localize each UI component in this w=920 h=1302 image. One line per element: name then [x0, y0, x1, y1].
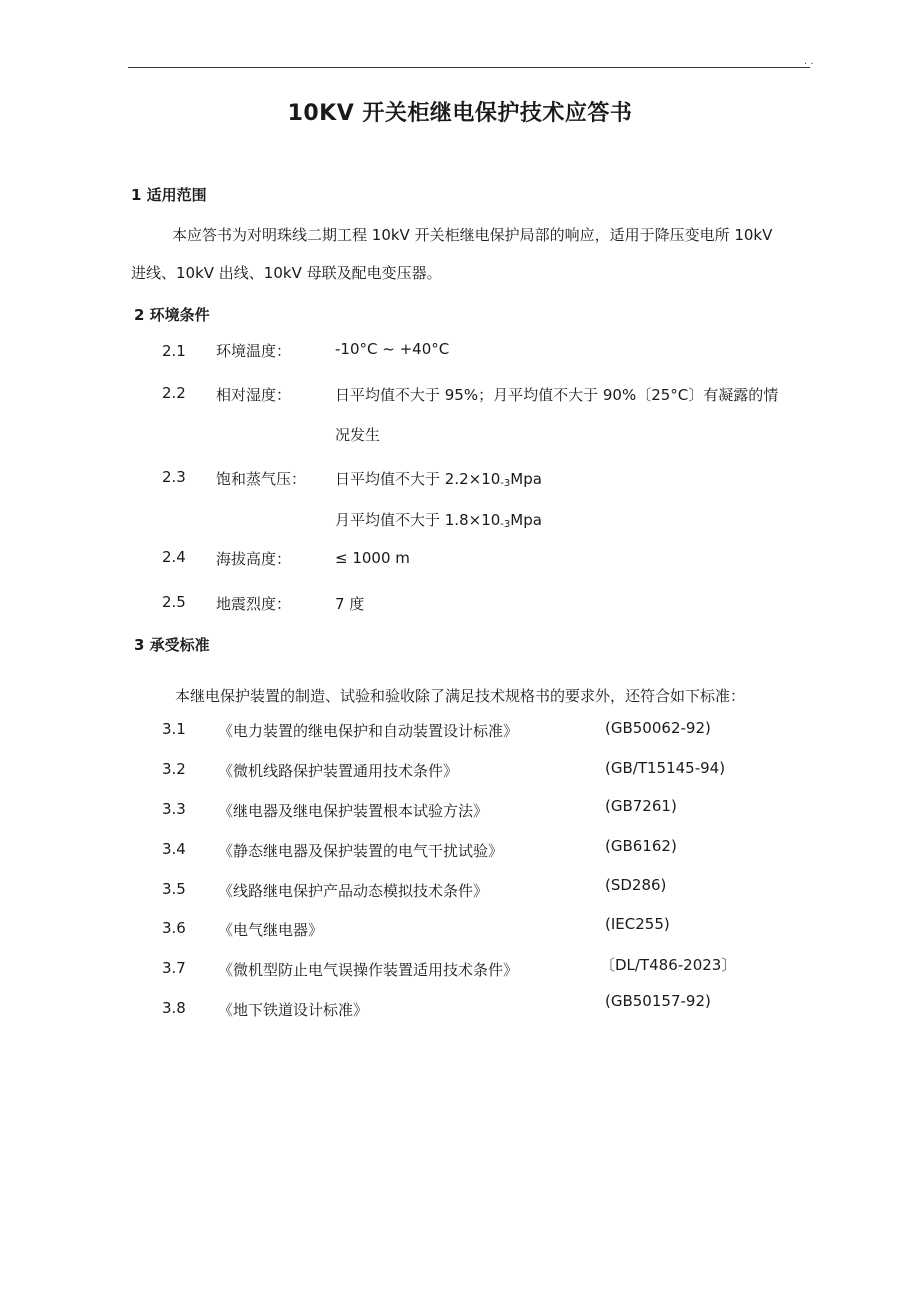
env-item-value-cont	[335, 509, 542, 530]
standard-number: 3.2	[162, 760, 186, 778]
value-text: 月平均值不大于 1.8×10	[335, 511, 501, 529]
value-text: 日平均值不大于 2.2×10	[335, 470, 501, 488]
standard-number: 3.1	[162, 720, 186, 738]
standard-name: 《继电器及继电保护装置根本试验方法》	[218, 802, 489, 820]
standard-name: 《微机型防止电气误操作装置适用技术条件》	[218, 961, 519, 979]
standard-name: 《静态继电器及保护装置的电气干扰试验》	[218, 842, 504, 860]
standard-code: (GB6162)	[605, 837, 677, 855]
exponent: -3	[500, 478, 511, 489]
env-item-value: -10°C ~ +40°C	[335, 340, 450, 358]
standard-code: (GB7261)	[605, 797, 677, 815]
section-3-intro: 本继电保护装置的制造、试验和验收除了满足技术规格书的要求外，还符合如下标准：	[175, 687, 746, 705]
standard-number: 3.3	[162, 800, 186, 818]
section-1-heading: 1 适用范围	[131, 186, 207, 204]
unit: Mpa	[510, 511, 542, 529]
standard-name: 《电气继电器》	[218, 921, 324, 939]
header-rule	[128, 67, 810, 68]
env-item-value: 7 度	[335, 595, 365, 613]
exponent: -3	[500, 519, 511, 530]
env-item-label: 相对湿度：	[216, 386, 292, 404]
standard-name: 《地下铁道设计标准》	[218, 1001, 369, 1019]
standard-number: 3.4	[162, 840, 186, 858]
standard-code: (GB50062-92)	[605, 719, 711, 737]
env-item-number: 2.3	[162, 468, 186, 486]
document-title: 10KV 开关柜继电保护技术应答书	[287, 101, 633, 126]
standard-number: 3.7	[162, 959, 186, 977]
standard-code: (GB50157-92)	[605, 992, 711, 1010]
standard-name: 《微机线路保护装置通用技术条件》	[218, 762, 459, 780]
env-item-value: 日平均值不大于 95%；月平均值不大于 90%〔25°C〕有凝露的情	[335, 386, 779, 404]
section-2-heading: 2 环境条件	[134, 306, 210, 324]
env-item-value-cont: 况发生	[335, 426, 381, 444]
unit: Mpa	[510, 470, 542, 488]
env-item-number: 2.5	[162, 593, 186, 611]
standard-code: (SD286)	[605, 876, 667, 894]
standard-code: 〔DL/T486-2023〕	[600, 956, 737, 974]
standard-name: 《线路继电保护产品动态模拟技术条件》	[218, 882, 489, 900]
standard-name: 《电力装置的继电保护和自动装置设计标准》	[218, 722, 519, 740]
env-item-label: 饱和蒸气压：	[216, 470, 307, 488]
env-item-value: ≤ 1000 m	[335, 549, 410, 567]
header-mark: . .	[804, 56, 814, 67]
standard-number: 3.8	[162, 999, 186, 1017]
env-item-label: 海拔高度：	[216, 550, 292, 568]
standard-number: 3.6	[162, 919, 186, 937]
section-1-line-2: 进线、10kV 出线、10kV 母联及配电变压器。	[131, 264, 442, 282]
standard-number: 3.5	[162, 880, 186, 898]
standard-code: (IEC255)	[605, 915, 670, 933]
env-item-label: 环境温度：	[216, 342, 292, 360]
env-item-value	[335, 468, 542, 489]
env-item-number: 2.2	[162, 384, 186, 402]
env-item-number: 2.4	[162, 548, 186, 566]
env-item-number: 2.1	[162, 342, 186, 360]
standard-code: (GB/T15145-94)	[605, 759, 726, 777]
env-item-label: 地震烈度：	[216, 595, 292, 613]
section-1-line-1: 本应答书为对明珠线二期工程 10kV 开关柜继电保护局部的响应，适用于降压变电所 10kV	[172, 226, 773, 244]
section-3-heading: 3 承受标准	[134, 636, 210, 654]
